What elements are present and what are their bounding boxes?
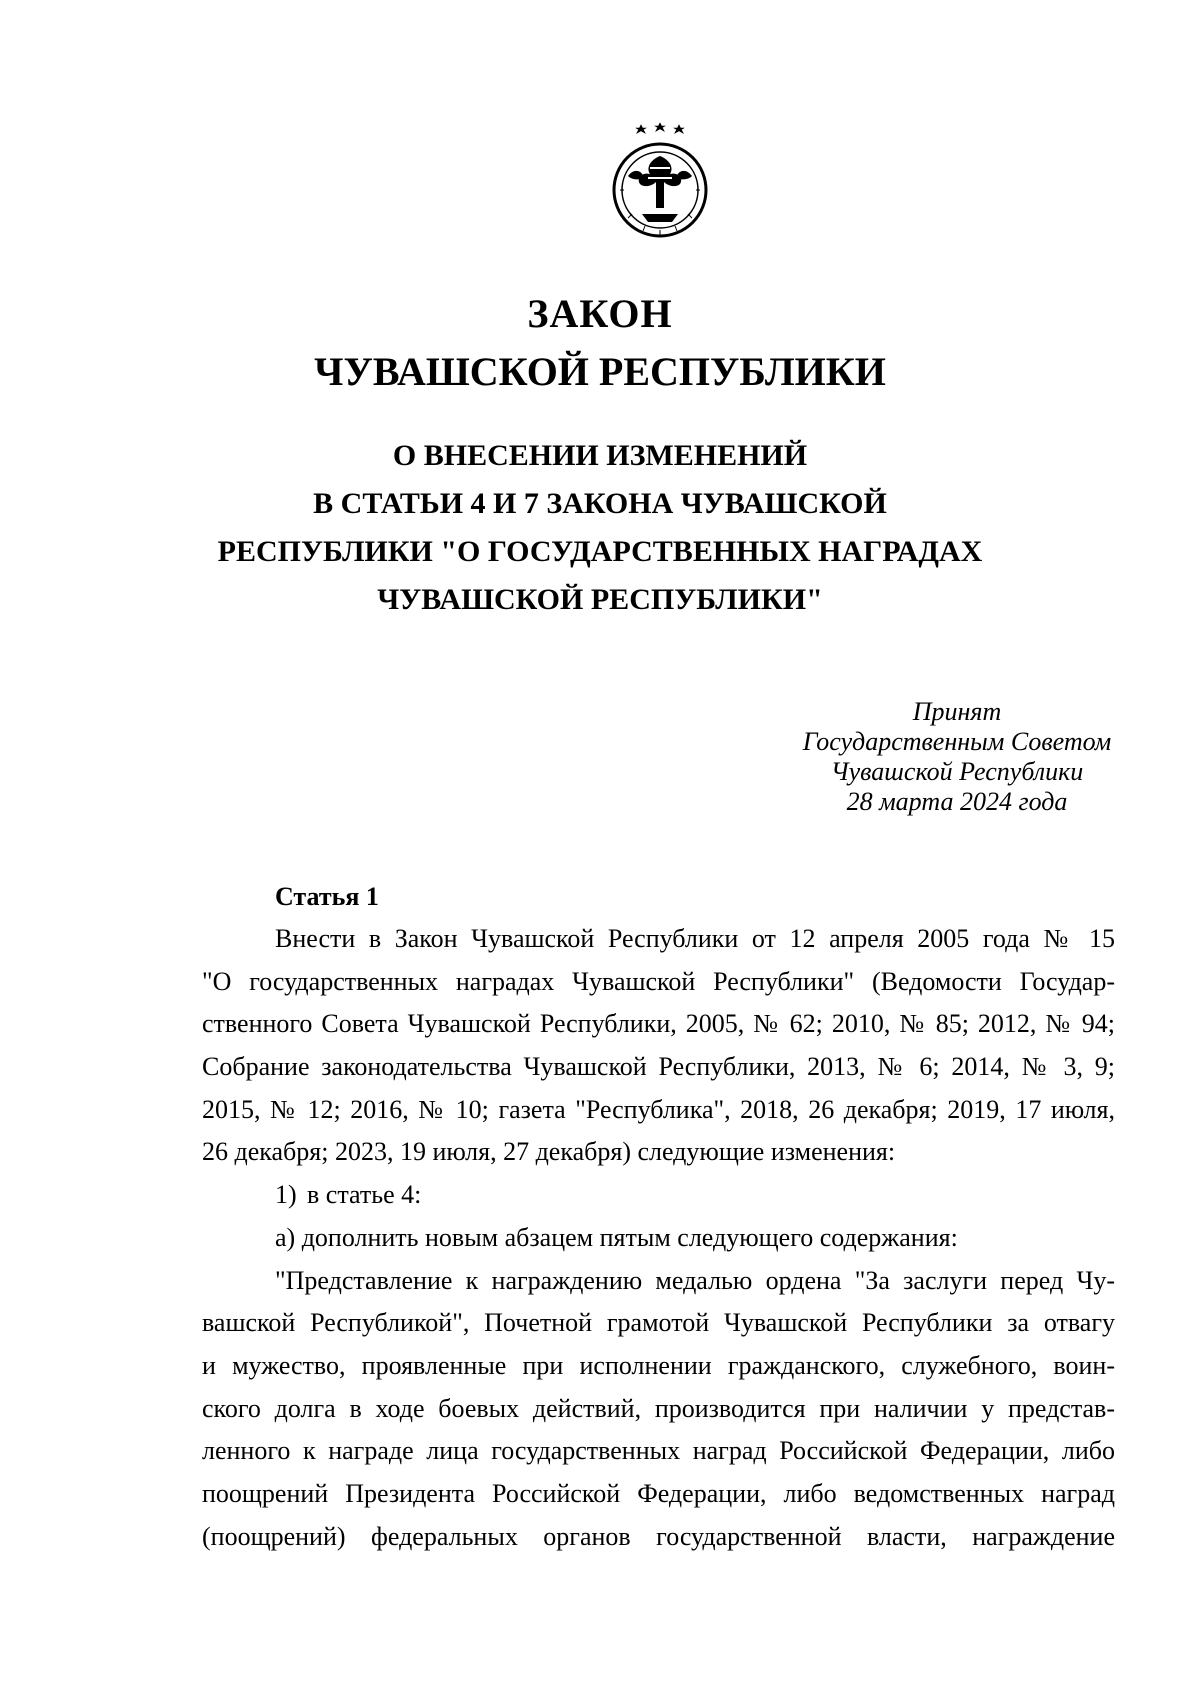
text-line: Внести в Закон Чувашской Республики от 12 апреля 2005 года № 15 bbox=[275, 924, 1115, 953]
text-line: 2015, № 12; 2016, № 10; газета "Республика", 2018, 26 декабря; 2019, 17 июля, bbox=[202, 1094, 1115, 1124]
subitem-a: а) дополнить новым абзацем пятым следующего содержания: bbox=[275, 1222, 958, 1252]
article-heading: Статья 1 bbox=[275, 882, 379, 911]
quote-line: (поощрений) федеральных органов государственной власти, награждение bbox=[202, 1521, 1115, 1551]
adoption-date: 28 марта 2024 года bbox=[846, 787, 1068, 816]
adoption-note bbox=[780, 697, 1134, 817]
law-subject-title bbox=[0, 432, 1200, 624]
text-line: ственного Совета Чувашской Республики, 2005, № 62; 2010, № 85; 2012, № 94; bbox=[202, 1009, 1115, 1039]
quote-line: "Представление к награждению медалью ордена "За заслуги перед Чу- bbox=[275, 1265, 1115, 1295]
subject-line: В СТАТЬИ 4 И 7 ЗАКОНА ЧУВАШСКОЙ bbox=[313, 487, 887, 520]
list-item bbox=[202, 1174, 1115, 1217]
text-line: Собрание законодательства Чувашской Республики, 2013, № 6; 2014, № 3, 9; bbox=[202, 1052, 1115, 1082]
quote-line: вашской Республикой", Почетной грамотой Чувашской Республики за отвагу bbox=[202, 1308, 1115, 1338]
text-line: 26 декабря; 2023, 19 июля, 27 декабря) следующие изменения: bbox=[202, 1137, 896, 1167]
republic-heading: ЧУВАШСКОЙ РЕСПУБЛИКИ bbox=[314, 349, 886, 394]
list-item-text: в статье 4: bbox=[307, 1180, 422, 1210]
quote-line: и мужество, проявленные при исполнении гражданского, служебного, воин- bbox=[202, 1350, 1115, 1380]
adoption-line: Чувашской Республики bbox=[830, 757, 1084, 786]
quote-line: ленного к награде лица государственных наград Российской Федерации, либо bbox=[202, 1436, 1115, 1466]
quote-line: поощрений Президента Российской Федерации, либо ведомственных наград bbox=[202, 1478, 1115, 1508]
adoption-line: Государственным Советом bbox=[802, 727, 1112, 756]
article-body bbox=[202, 918, 1115, 1558]
quote-line: ского долга в ходе боевых действий, производится при наличии у представ- bbox=[202, 1393, 1115, 1423]
subject-line: ЧУВАШСКОЙ РЕСПУБЛИКИ" bbox=[377, 583, 823, 616]
adoption-line: Принят bbox=[912, 697, 1002, 726]
coat-of-arms-emblem bbox=[598, 118, 722, 242]
subject-line: О ВНЕСЕНИИ ИЗМЕНЕНИЙ bbox=[392, 439, 808, 472]
coat-of-arms-icon bbox=[598, 118, 722, 242]
document-type-heading: ЗАКОН bbox=[527, 291, 673, 336]
text-line: "О государственных наградах Чувашской Республики" (Ведомости Государ- bbox=[202, 966, 1115, 996]
subject-line: РЕСПУБЛИКИ "О ГОСУДАРСТВЕННЫХ НАГРАДАХ bbox=[217, 535, 983, 568]
list-item-number: 1) bbox=[275, 1180, 297, 1210]
